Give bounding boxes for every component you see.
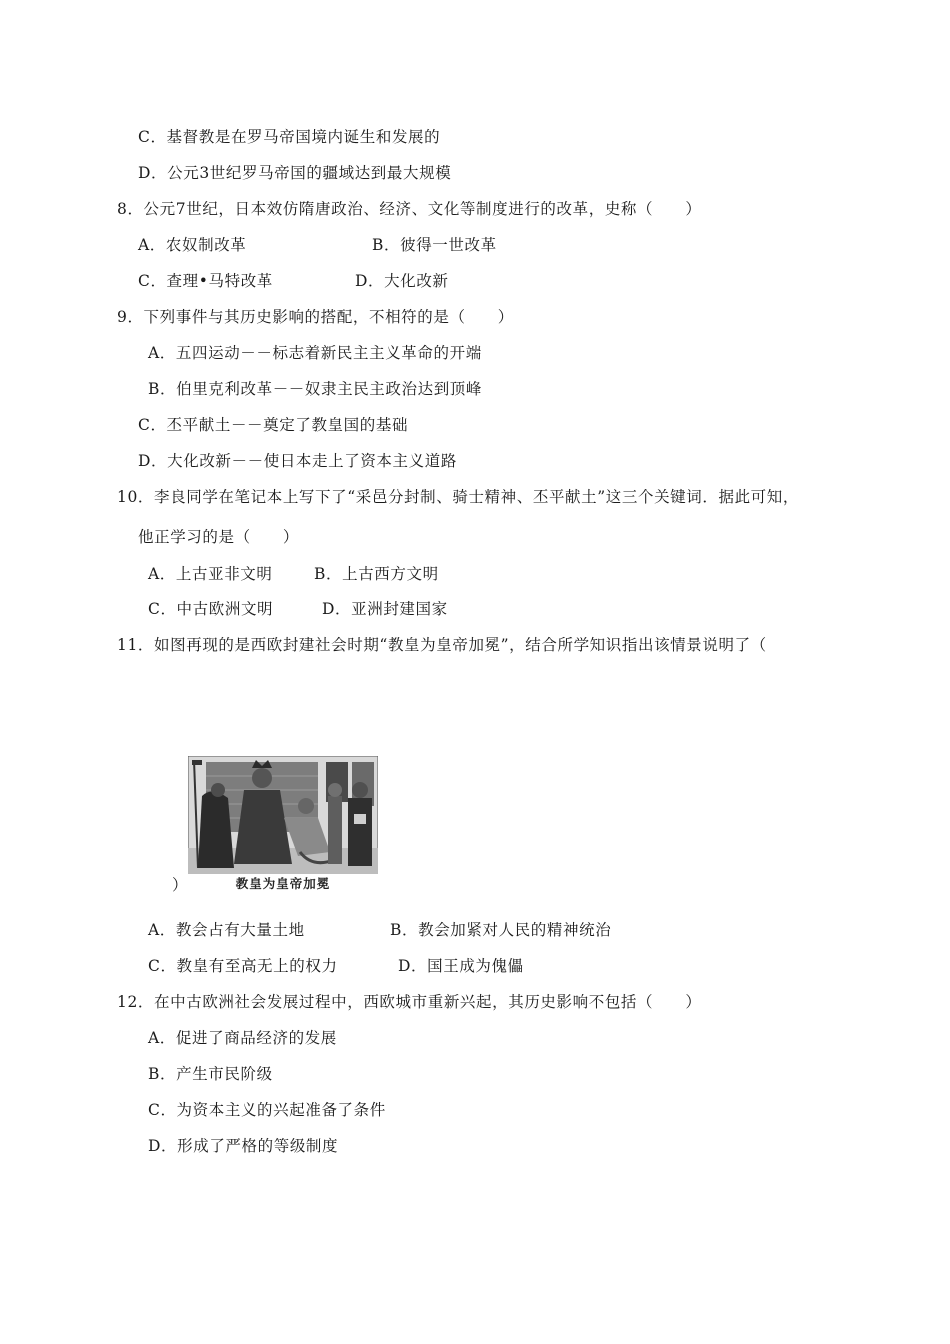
q8-stem: 8．公元7世纪，日本效仿隋唐政治、经济、文化等制度进行的改革，史称（ ） <box>117 200 702 218</box>
q11-closing-paren: ） <box>172 876 189 894</box>
q7-option-c: C．基督教是在罗马帝国境内诞生和发展的 <box>138 128 441 146</box>
q10-option-b: B．上古西方文明 <box>314 565 439 583</box>
q12-option-b: B．产生市民阶级 <box>148 1065 273 1083</box>
q10-option-c: C．中古欧洲文明 <box>148 600 274 618</box>
q8-option-b: B．彼得一世改革 <box>372 236 497 254</box>
q9-option-b: B．伯里克利改革－－奴隶主民主政治达到顶峰 <box>148 380 482 398</box>
q11-option-a: A．教会占有大量土地 <box>148 921 305 939</box>
q9-option-d: D．大化改新－－使日本走上了资本主义道路 <box>138 452 457 470</box>
figure-caption: 教皇为皇帝加冕 <box>235 876 331 891</box>
q9-option-c: C．丕平献土－－奠定了教皇国的基础 <box>138 416 409 434</box>
q8-option-c: C．查理•马特改革 <box>138 272 273 290</box>
q11-option-c: C．教皇有至高无上的权力 <box>148 957 338 975</box>
q7-option-d: D．公元3世纪罗马帝国的疆域达到最大规模 <box>138 164 452 182</box>
q11-stem: 11．如图再现的是西欧封建社会时期“教皇为皇帝加冕”，结合所学知识指出该情景说明了（ <box>117 636 767 654</box>
q11-option-d: D．国王成为傀儡 <box>398 957 524 975</box>
q9-option-a: A．五四运动－－标志着新民主主义革命的开端 <box>148 344 482 362</box>
q10-option-a: A．上古亚非文明 <box>148 565 273 583</box>
q8-option-a: A．农奴制改革 <box>138 236 247 254</box>
q12-stem: 12．在中古欧洲社会发展过程中，西欧城市重新兴起，其历史影响不包括（ ） <box>117 993 702 1011</box>
q11-option-b: B．教会加紧对人民的精神统治 <box>390 921 612 939</box>
coronation-picture <box>188 756 378 874</box>
q12-option-c: C．为资本主义的兴起准备了条件 <box>148 1101 386 1119</box>
coronation-illustration <box>188 756 378 896</box>
q10-stem: 10．李良同学在笔记本上写下了“采邑分封制、骑士精神、丕平献土”这三个关键词．据此可知， <box>117 488 799 506</box>
q10-stem-continued: 他正学习的是（ ） <box>138 528 300 546</box>
q12-option-a: A．促进了商品经济的发展 <box>148 1029 337 1047</box>
q10-option-d: D．亚洲封建国家 <box>322 600 448 618</box>
q12-option-d: D．形成了严格的等级制度 <box>148 1137 339 1155</box>
q8-option-d: D．大化改新 <box>355 272 449 290</box>
q9-stem: 9．下列事件与其历史影响的搭配，不相符的是（ ） <box>117 308 514 326</box>
